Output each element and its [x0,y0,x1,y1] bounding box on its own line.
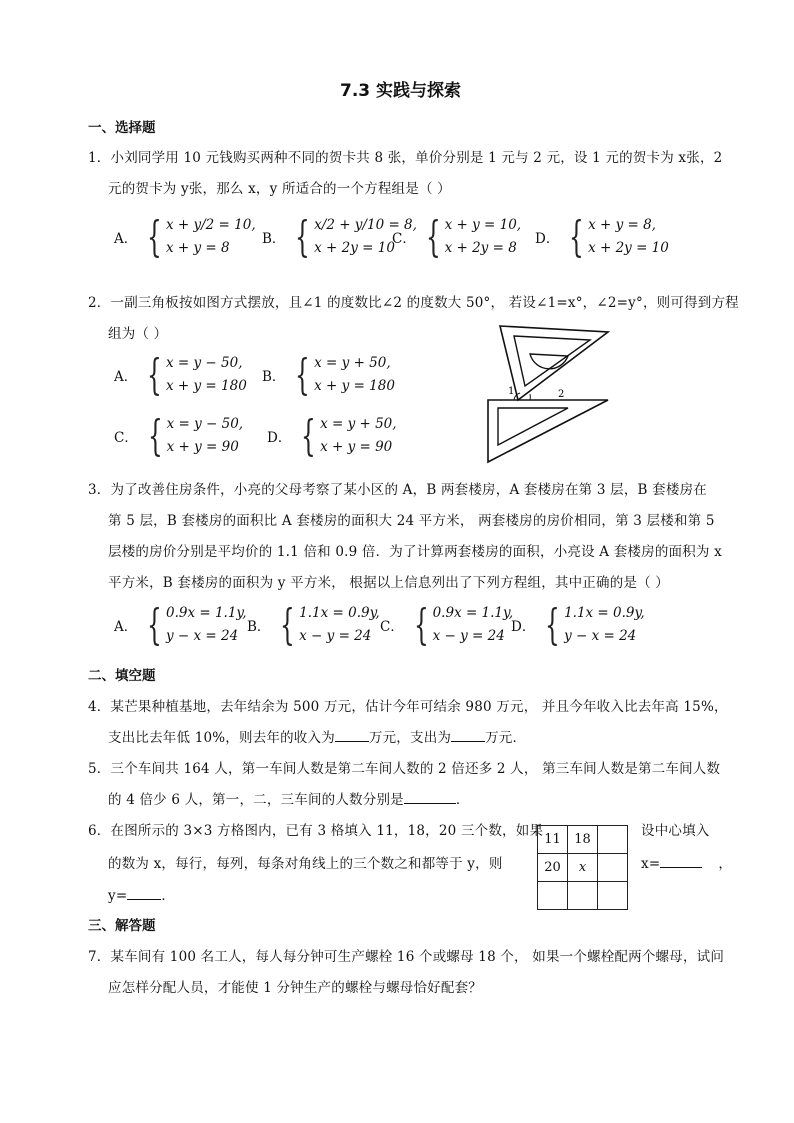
equation: x + y = 10, [444,217,522,233]
brace-icon: { [147,600,162,649]
grid-cell [598,882,628,910]
q1-option-a[interactable] [114,214,256,260]
option-label: A． [114,231,138,247]
brace-icon: { [425,212,441,261]
answer-blank[interactable] [335,727,369,742]
angle-1-label: 1 [508,386,515,397]
q7-line2: 应怎样分配人员，才能使 1 分钟生产的螺栓与螺母恰好配套？ [108,980,482,996]
brace-icon: { [147,411,163,460]
option-label: D． [535,231,560,247]
equation: x/2 + y/10 = 8, [314,217,417,233]
q1-line1: 1．小刘同学用 10 元钱购买两种不同的贺卡共 8 张，单价分别是 1 元与 2 元，设 1 元的贺卡为 x张，2 [88,150,723,166]
equation: x = y + 50, [320,416,397,432]
q2-option-a[interactable] [114,352,247,398]
equation: x + y = 90 [166,439,239,455]
grid-cell [598,854,628,882]
equation: x + y/2 = 10, [165,217,256,233]
equation: x + 2y = 10 [314,240,395,256]
grid-cell [538,882,568,910]
q2-option-c[interactable] [114,413,243,459]
page-title: 7.3 实践与探索 [340,81,462,101]
q6-line2: 的数为 x，每行，每列，每条对角线上的三个数之和都等于 y，则 [108,856,503,872]
q5-text-a: 的 4 倍少 6 人，第一，二，三车间的人数分别是 [108,792,404,808]
q1-line2: 元的贺卡为 y张，那么 x，y 所适合的一个方程组是（ ） [108,181,451,197]
q5-line1: 5．三个车间共 164 人，第一车间人数是第二车间人数的 2 倍还多 2 人， 第三车间人数是第二车间人数 [88,761,721,777]
q2-option-b[interactable] [262,352,395,398]
q6-period: ． [161,888,176,904]
option-label: C． [392,231,416,247]
answer-blank[interactable] [660,853,702,868]
equation: 1.1x = 0.9y, [299,605,380,621]
equation: 0.9x = 1.1y, [432,605,514,621]
equation: x + y = 90 [320,439,393,455]
equation: x + y = 180 [165,378,247,394]
equation: 0.9x = 1.1y, [165,605,247,621]
q4-text-b: 万元，支出为 [368,730,452,746]
equation: x = y + 50, [314,355,391,371]
equation: x = y − 50, [166,416,244,432]
brace-icon: { [147,212,162,261]
option-label: D． [267,430,292,446]
answer-blank[interactable] [404,789,456,804]
q6-x-label: x= [641,856,661,872]
q1-option-d[interactable] [535,214,669,260]
brace-icon: { [569,212,585,261]
q7-line1: 7．某车间有 100 名工人，每人每分钟可生产螺栓 16 个或螺母 18 个， 如果一个螺栓配两个螺母，试问 [88,949,725,965]
q6-line3 [108,884,175,904]
option-label: B． [262,231,286,247]
equation: x + 2y = 8 [444,240,517,256]
q3-option-d[interactable] [511,602,645,648]
q6-comma: ， [718,856,733,872]
q4-text-c: 万元． [485,730,527,746]
brace-icon: { [295,350,311,399]
grid-cell: 11 [538,826,568,854]
grid-cell [598,826,628,854]
equation: y − x = 24 [165,628,239,644]
brace-icon: { [545,600,561,649]
q5-line2 [108,788,470,808]
grid-cell: 18 [568,826,598,854]
q3-option-c[interactable] [380,602,513,648]
q3-option-a[interactable] [114,602,247,648]
q3-option-b[interactable] [247,602,380,648]
q6-line1-right: 设中心填入 [641,823,710,839]
grid-cell: 20 [538,854,568,882]
set-squares-figure [470,320,610,465]
brace-icon: { [413,600,429,649]
q4-line1: 4．某芒果种植基地，去年结余为 500 万元，估计今年可结余 980 万元， 并且今年收入比去年高 15%， [88,699,728,715]
q2-line2: 组为（ ） [108,326,168,342]
option-label: B． [247,619,271,635]
q4-text-a: 支出比去年低 10%，则去年的收入为 [108,730,335,746]
section-fill-heading: 二、填空题 [88,668,156,684]
equation: x − y = 24 [432,628,505,644]
option-label: C． [380,619,404,635]
equation: x + y = 180 [314,378,395,394]
grid-cell [568,882,598,910]
option-label: A． [114,619,138,635]
q2-option-d[interactable] [267,413,397,459]
section-choice-heading: 一、选择题 [88,120,156,136]
brace-icon: { [295,212,311,261]
option-label: C． [114,430,138,446]
q6-line1: 6．在图所示的 3×3 方格图内，已有 3 格填入 11，18，20 三个数，如果 [88,823,544,839]
equation: x + y = 8, [588,217,656,233]
equation: 1.1x = 0.9y, [564,605,645,621]
equation: y − x = 24 [564,628,637,644]
q4-line2 [108,726,526,746]
brace-icon: { [280,600,296,649]
magic-square-grid [537,825,628,910]
q6-line2-right [641,852,732,872]
q1-option-c[interactable] [392,214,521,260]
equation: x + 2y = 10 [588,240,669,256]
equation: x + y = 8 [165,240,230,256]
grid-cell-center: x [568,854,598,882]
q2-line1: 2．一副三角板按如图方式摆放，且∠1 的度数比∠2 的度数大 50°， 若设∠1=x°，∠2=y°，则可得到方程 [88,295,739,311]
brace-icon: { [301,411,317,460]
answer-blank[interactable] [127,885,161,900]
brace-icon: { [147,350,162,399]
option-label: B． [262,369,286,385]
option-label: D． [511,619,536,635]
answer-blank[interactable] [451,727,485,742]
angle-2-label: 2 [558,389,565,400]
q5-text-b: ． [455,792,470,808]
equation: x = y − 50, [165,355,243,371]
q3-line4: 平方米，B 套楼房的面积为 y 平方米， 根据以上信息列出了下列方程组，其中正确的是（ ） [108,575,670,591]
option-label: A． [114,369,138,385]
q3-line3: 层楼的房价分别是平均价的 1.1 倍和 0.9 倍．为了计算两套楼房的面积，小亮设 A 套楼房的面积为 x [108,544,722,560]
q3-line2: 第 5 层，B 套楼房的面积比 A 套楼房的面积大 24 平方米， 两套楼房的房价相同，第 3 层楼和第 5 [108,513,715,529]
q3-line1: 3．为了改善住房条件，小亮的父母考察了某小区的 A，B 两套楼房，A 套楼房在第 3 层，B 套楼房在 [88,482,707,498]
q6-y-label: y= [108,888,128,904]
section-answer-heading: 三、解答题 [88,918,156,934]
equation: x − y = 24 [299,628,372,644]
